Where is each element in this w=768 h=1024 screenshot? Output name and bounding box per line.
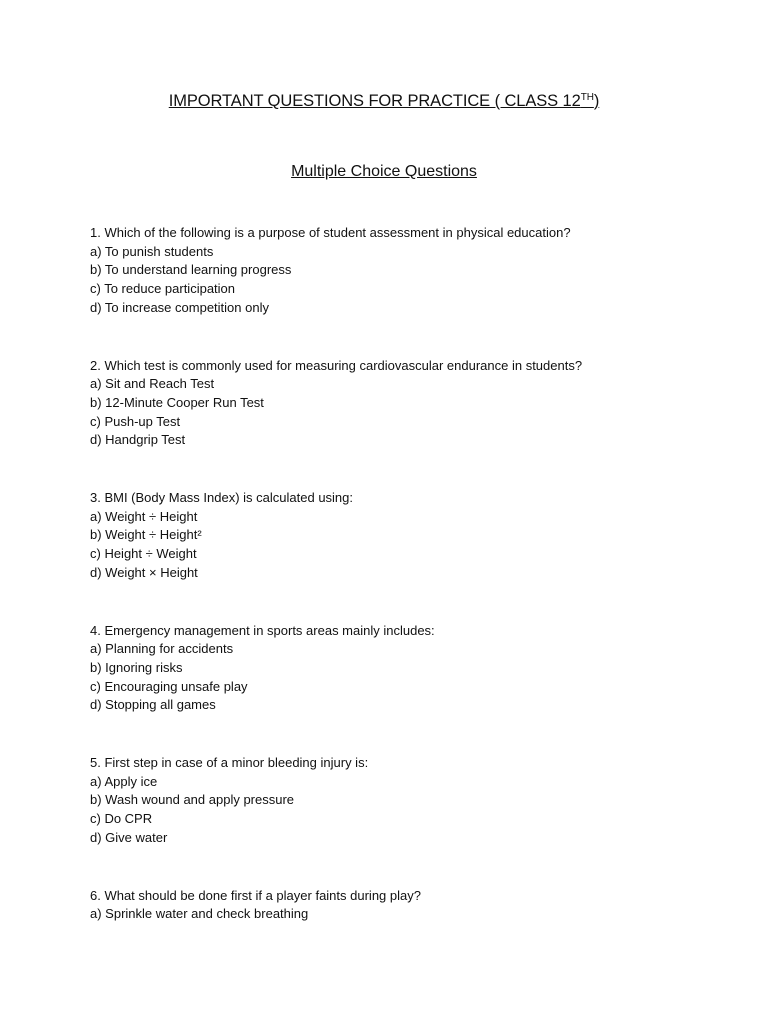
question-list <box>90 224 730 924</box>
question-block <box>90 489 730 583</box>
option-c: c) To reduce participation <box>90 281 236 297</box>
option-b: b) To understand learning progress <box>90 262 292 278</box>
option-a: a) Sit and Reach Test <box>90 376 215 392</box>
question-text: 2. Which test is commonly used for measuring cardiovascular endurance in students? <box>90 357 583 373</box>
title-close-paren: ) <box>593 92 600 110</box>
option-c: c) Do CPR <box>90 811 153 827</box>
option-b: b) 12-Minute Cooper Run Test <box>90 394 264 410</box>
option-d: d) Give water <box>90 829 168 845</box>
option-b: b) Weight ÷ Height² <box>90 527 202 543</box>
option-b: b) Wash wound and apply pressure <box>90 792 295 808</box>
question-block <box>90 357 730 451</box>
question-block <box>90 887 730 924</box>
question-text: 1. Which of the following is a purpose of student assessment in physical education? <box>90 225 571 240</box>
question-block <box>90 754 730 848</box>
option-c: c) Encouraging unsafe play <box>90 678 248 694</box>
question-text: 4. Emergency management in sports areas mainly includes: <box>90 622 435 638</box>
option-c: c) Height ÷ Weight <box>90 546 197 562</box>
title-text: IMPORTANT QUESTIONS FOR PRACTICE ( CLASS 12 <box>168 92 581 110</box>
option-a: a) Planning for accidents <box>90 641 234 657</box>
option-d: d) To increase competition only <box>90 299 269 315</box>
option-a: a) Apply ice <box>90 773 158 789</box>
option-d: d) Handgrip Test <box>90 432 186 448</box>
option-d: d) Weight × Height <box>90 564 198 580</box>
question-block <box>90 622 730 716</box>
title-superscript: TH <box>580 92 594 103</box>
section-heading: Multiple Choice Questions <box>291 163 477 180</box>
option-d: d) Stopping all games <box>90 697 216 713</box>
option-a: a) To punish students <box>90 243 214 259</box>
question-text: 3. BMI (Body Mass Index) is calculated using: <box>90 490 354 506</box>
page-title <box>0 92 768 111</box>
option-a: a) Weight ÷ Height <box>90 508 198 524</box>
option-a: a) Sprinkle water and check breathing <box>90 906 309 922</box>
question-text: 6. What should be done first if a player faints during play? <box>90 887 421 903</box>
question-block <box>90 224 730 318</box>
option-b: b) Ignoring risks <box>90 659 183 675</box>
option-c: c) Push-up Test <box>90 413 181 429</box>
question-text: 5. First step in case of a minor bleeding injury is: <box>90 755 369 771</box>
